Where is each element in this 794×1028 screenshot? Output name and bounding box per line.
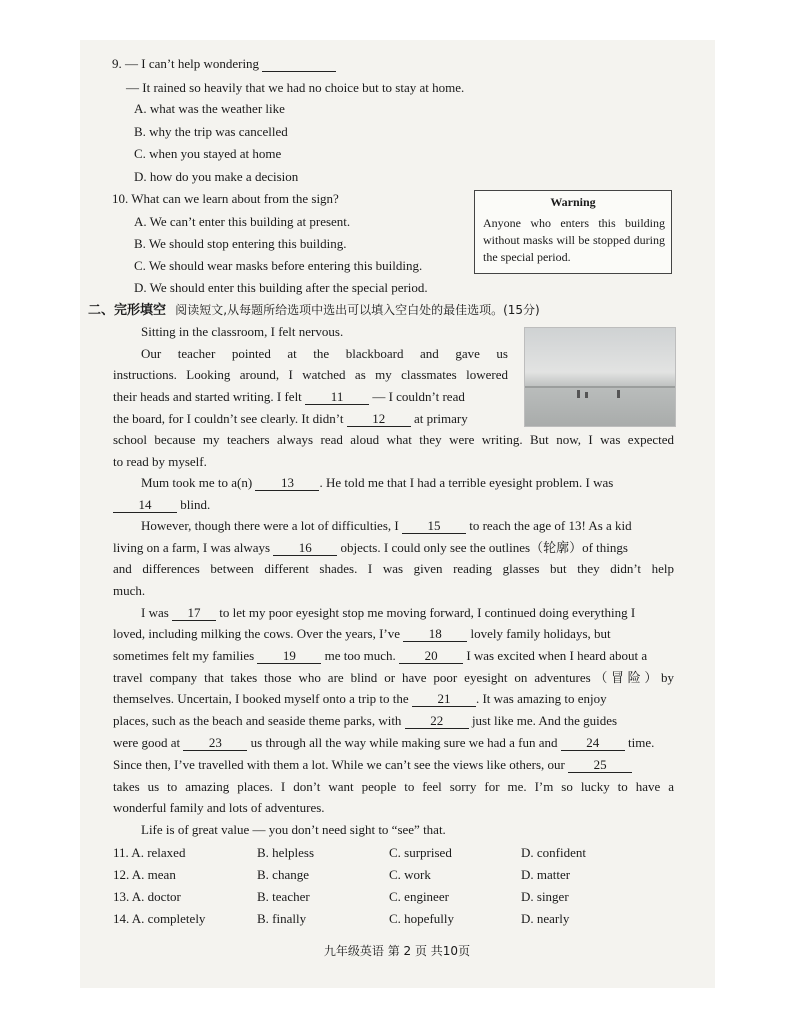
text-run: sometimes felt my families [113,648,255,663]
text-run: themselves. Uncertain, I booked myself onto a trip to the [113,691,409,706]
q10-stem: 10. What can we learn about from the sign? [112,191,339,206]
passage-line [113,387,465,406]
blank-23[interactable]: 23 [183,735,247,751]
text-run: lovely family holidays, but [470,626,611,641]
blank-19[interactable]: 19 [257,648,321,664]
text-run: . He told me that I had a terrible eyesight problem. I was [319,475,614,490]
text-run: places, such as the beach and seaside theme parks, with [113,713,402,728]
text-run: objects. I could only see the outlines（轮廓）of things [340,540,628,555]
warning-sign-body: Anyone who enters this building without masks will be stopped during the special period. [483,216,665,264]
passage-line: Our teacher pointed at the blackboard and gave us [141,346,508,361]
q9-option-a[interactable]: A. what was the weather like [134,101,285,116]
passage-line [141,603,635,622]
text-run: loved, including milking the cows. Over the years, I’ve [113,626,401,641]
blank-24[interactable]: 24 [561,735,625,751]
blank-12[interactable]: 12 [347,411,411,427]
q14-option-c[interactable]: C. hopefully [389,911,454,926]
q10-option-d[interactable]: D. We should enter this building after the special period. [134,280,428,295]
q12-option-a[interactable]: 12. A. mean [113,867,176,882]
blank-25[interactable]: 25 [568,757,632,773]
beach-photo [524,327,676,427]
blank-21[interactable]: 21 [412,691,476,707]
page-footer: 九年级英语 第 2 页 共10页 [323,944,471,958]
text-run: just like me. And the guides [471,713,618,728]
q9-option-c[interactable]: C. when you stayed at home [134,146,282,161]
q12-option-c[interactable]: C. work [389,867,431,882]
text-run: . It was amazing to enjoy [475,691,607,706]
text-run: Since then, I’ve travelled with them a lot. While we can’t see the views like others, our [113,757,565,772]
warning-sign-title: Warning [550,195,596,209]
q9-stem [112,54,336,73]
text-run: their heads and started writing. I felt [113,389,302,404]
text-run: Mum took me to a(n) [141,475,253,490]
person-figure [585,392,588,398]
passage-line [113,646,647,665]
q9-reply: — It rained so heavily that we had no choice but to stay at home. [126,80,465,95]
q12-option-d[interactable]: D. matter [521,867,571,882]
person-figure [577,390,580,398]
q11-option-b[interactable]: B. helpless [257,845,315,860]
passage-line [113,409,468,428]
blank-14[interactable]: 14 [113,497,177,513]
horizon-line [525,386,675,388]
passage-line [141,516,632,535]
q9-option-d[interactable]: D. how do you make a decision [134,169,299,184]
warning-sign [474,190,672,274]
blank-20[interactable]: 20 [399,648,463,664]
section-2-heading [88,300,540,320]
blank-15[interactable]: 15 [402,518,466,534]
section-2-instruction: 阅读短文,从每题所给选项中选出可以填入空白处的最佳选项。(15分) [175,303,540,317]
text-run: were good at [113,735,181,750]
q13-option-d[interactable]: D. singer [521,889,569,904]
passage-line [113,733,654,752]
q10-option-a[interactable]: A. We can’t enter this building at present. [134,214,351,229]
passage-line: travel company that takes those who are blind or have poor eyesight on adventures（冒险）by [113,670,674,685]
text-run: the board, for I couldn’t see clearly. It didn’t [113,411,344,426]
q9-option-b[interactable]: B. why the trip was cancelled [134,124,288,139]
passage-line [113,538,628,557]
q11-option-d[interactable]: D. confident [521,845,586,860]
passage-line: and differences between different shades. I was given reading glasses but they didn’t help [113,561,674,576]
q13-option-b[interactable]: B. teacher [257,889,310,904]
blank-11[interactable]: 11 [305,389,369,405]
text-run: blind. [180,497,211,512]
q10-option-c[interactable]: C. We should wear masks before entering this building. [134,258,423,273]
passage-line: instructions. Looking around, I watched as my classmates lowered [113,367,508,382]
q11-option-a[interactable]: 11. A. relaxed [113,845,186,860]
passage-line [113,755,632,774]
text-run: me too much. [324,648,396,663]
blank-18[interactable]: 18 [403,626,467,642]
text-run: to reach the age of 13! As a kid [469,518,632,533]
q13-option-a[interactable]: 13. A. doctor [113,889,181,904]
q14-option-d[interactable]: D. nearly [521,911,570,926]
passage-line: wonderful family and lots of adventures. [113,800,325,815]
passage-line [113,624,611,643]
passage-line [141,473,613,492]
q9-stem-text: 9. — I can’t help wondering [112,56,260,71]
passage-line: Sitting in the classroom, I felt nervous. [141,324,344,339]
passage-line [113,495,210,514]
blank-16[interactable]: 16 [273,540,337,556]
q14-option-b[interactable]: B. finally [257,911,307,926]
passage-line: takes us to amazing places. I don’t want people to feel sorry for me. I’m so lucky to have a [113,779,674,794]
text-run: — I couldn’t read [372,389,465,404]
blank-17[interactable]: 17 [172,605,216,621]
blank-13[interactable]: 13 [255,475,319,491]
text-run: to let my poor eyesight stop me moving forward, I continued doing everything I [219,605,636,620]
passage-line: much. [113,583,146,598]
text-run: time. [628,735,655,750]
q12-option-b[interactable]: B. change [257,867,309,882]
passage-line: school because my teachers always read aloud what they were writing. But now, I was expected [113,432,674,447]
text-run: at primary [413,411,468,426]
text-run: I was [141,605,169,620]
passage-line [113,711,617,730]
person-figure [617,390,620,398]
blank-22[interactable]: 22 [405,713,469,729]
passage-line: Life is of great value — you don’t need sight to “see” that. [141,822,446,837]
passage-line [113,689,607,708]
q11-option-c[interactable]: C. surprised [389,845,452,860]
text-run: I was excited when I heard about a [466,648,648,663]
q14-option-a[interactable]: 14. A. completely [113,911,206,926]
q13-option-c[interactable]: C. engineer [389,889,449,904]
text-run: However, though there were a lot of difficulties, I [141,518,399,533]
text-run: us through all the way while making sure we had a fun and [250,735,558,750]
text-run: living on a farm, I was always [113,540,271,555]
passage-line: to read by myself. [113,454,207,469]
q10-option-b[interactable]: B. We should stop entering this building. [134,236,347,251]
q9-blank[interactable] [262,56,336,72]
section-2-title: 二、完形填空 [88,303,167,318]
